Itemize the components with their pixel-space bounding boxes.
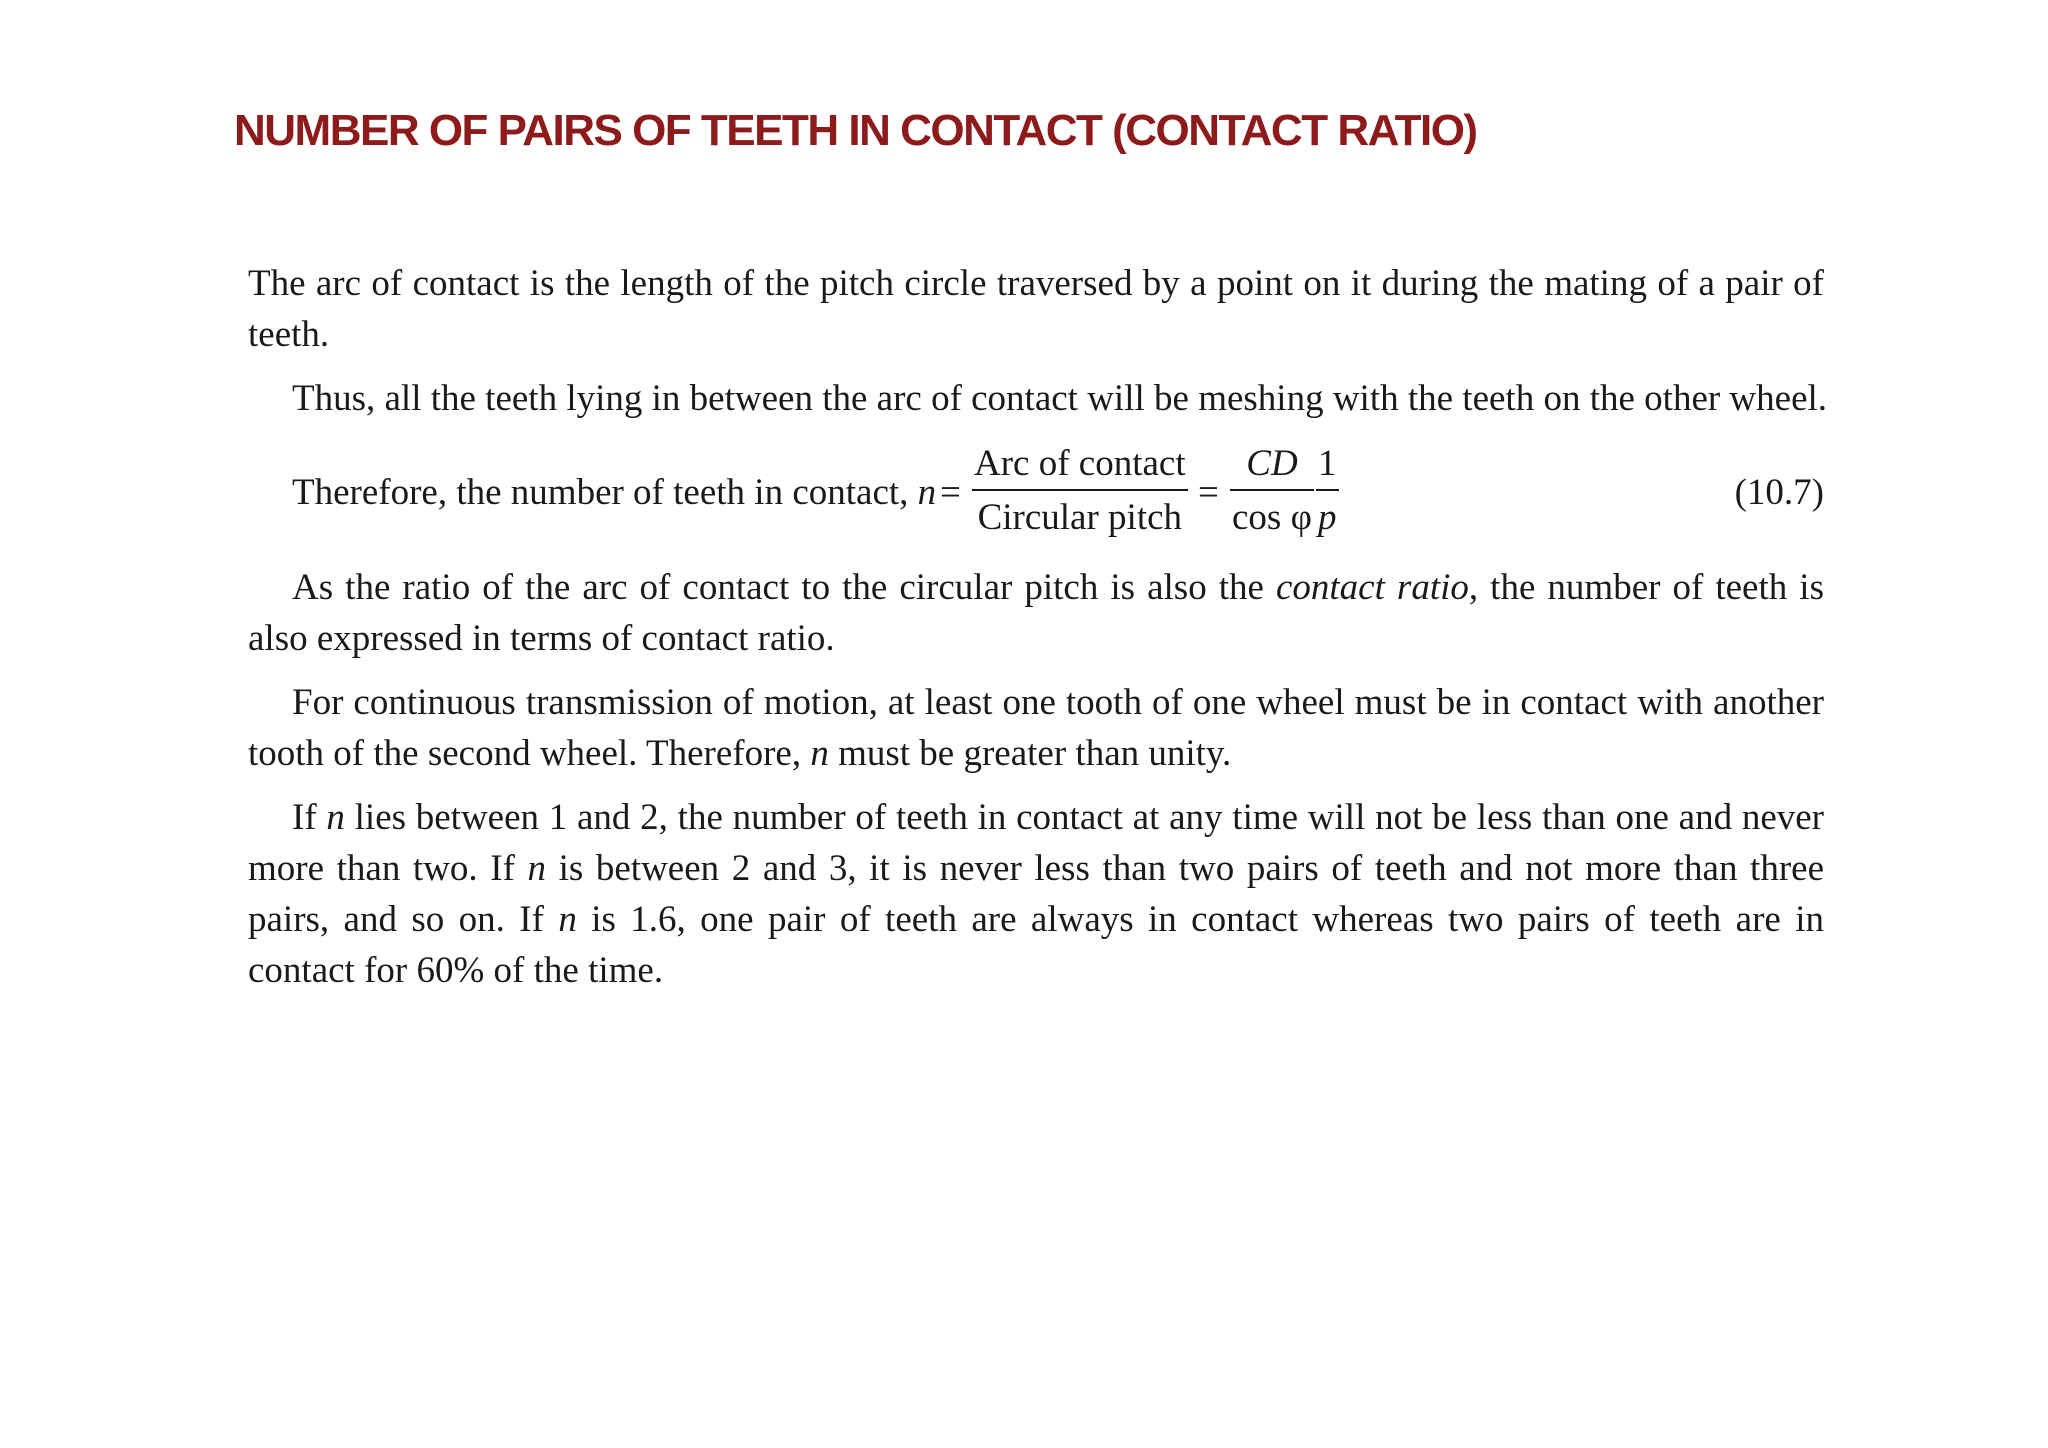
fraction-cd-over-cos (1230, 439, 1314, 545)
text-span: is between 2 and 3, it is never less than two pairs of teeth and not more than three pairs, and so on. If (248, 848, 1825, 940)
section-heading: NUMBER OF PAIRS OF TEETH IN CONTACT (CONTACT RATIO) (234, 106, 1477, 155)
equation-number: (10.7) (1734, 472, 1824, 513)
variable-n: n (326, 797, 345, 838)
body-text (248, 258, 1828, 1009)
equation-contact-ratio (248, 437, 1824, 549)
paragraph-arc-definition: The arc of contact is the length of the pitch circle traversed by a point on it during the mating of a pair of teeth. (248, 263, 1824, 355)
fraction-denominator: cos φ (1232, 497, 1312, 538)
fraction-one-over-p (1316, 439, 1339, 545)
equals-sign-2: = (1198, 472, 1219, 513)
fraction-arc-over-pitch (972, 439, 1188, 545)
fraction-numerator: 1 (1316, 439, 1339, 491)
equals-sign-1: = (940, 472, 961, 513)
variable-n: n (527, 848, 546, 889)
text-span: must be greater than unity. (828, 733, 1232, 774)
paragraph-continuous-transmission (248, 677, 1824, 779)
text-span: For continuous transmission of motion, at least one tooth of one wheel must be in contact with another tooth of the second wheel. Therefore, (248, 682, 1824, 774)
variable-n: n (558, 899, 577, 940)
paragraph-teeth-range (248, 792, 1824, 996)
equation-variable: n (917, 472, 937, 513)
equation-lead (292, 467, 936, 518)
paragraph-teeth-meshing: Thus, all the teeth lying in between the arc of contact will be meshing with the teeth on the other wheel. (292, 378, 1828, 419)
text-span: If (292, 797, 327, 838)
paragraph-contact-ratio (248, 562, 1824, 664)
term-contact-ratio: contact ratio (1275, 567, 1469, 608)
text-span: lies between 1 and 2, the number of teeth in contact at any time will not be less than one and never more than two. If (248, 797, 1824, 889)
fraction-numerator: CD (1230, 439, 1314, 491)
fraction-numerator: Arc of contact (972, 439, 1188, 491)
text-span: , the number of teeth is also expressed in terms of contact ratio. (248, 567, 1824, 659)
equation-lead-text: Therefore, the number of teeth in contact, (292, 472, 918, 513)
fraction-denominator: p (1318, 497, 1337, 538)
variable-n: n (810, 733, 829, 774)
text-span: As the ratio of the arc of contact to the circular pitch is also the (292, 567, 1276, 608)
fraction-denominator: Circular pitch (977, 497, 1183, 538)
text-span: is 1.6, one pair of teeth are always in contact whereas two pairs of teeth are in contact for 60% of the time. (248, 899, 1824, 991)
